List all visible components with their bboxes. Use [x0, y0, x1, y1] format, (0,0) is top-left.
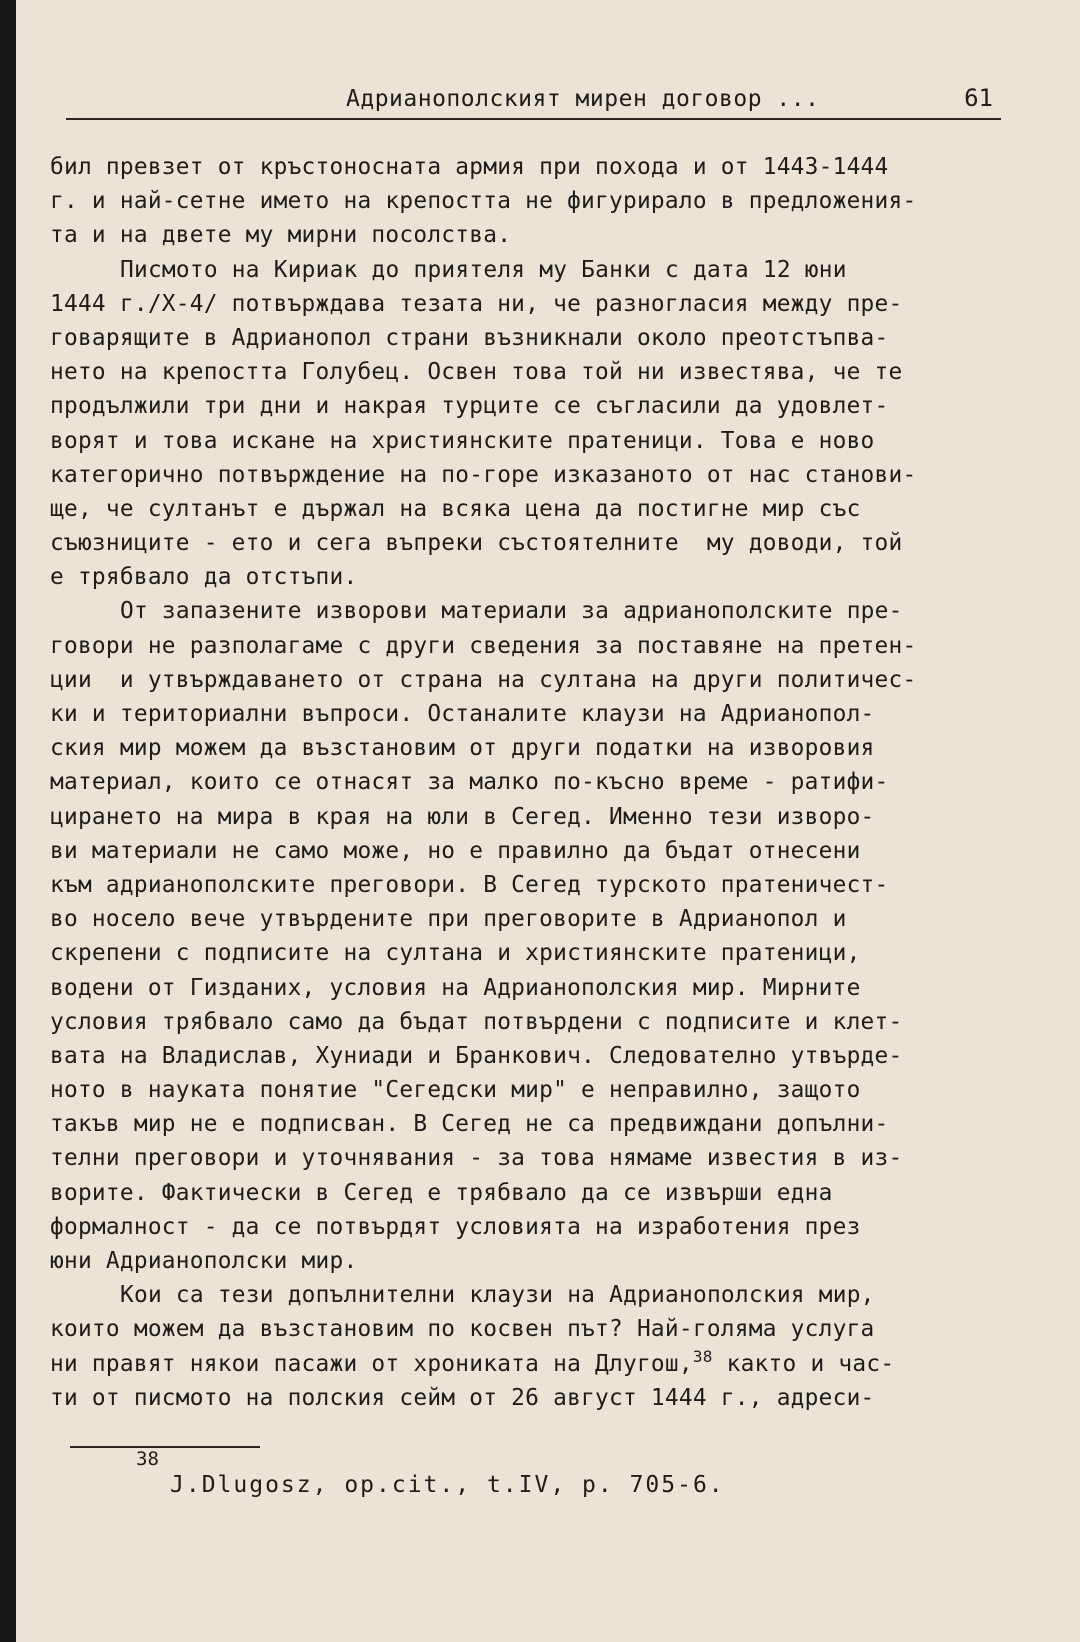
text-line-content: нето на крепостта Голубец. Освен това той ни известява, че те: [50, 359, 903, 386]
text-line: [50, 1107, 1020, 1141]
text-line-content: които можем да възстановим по косвен път? Най-голяма услуга: [50, 1316, 875, 1343]
text-line-content: съюзниците - ето и сега въпреки състоятелните му доводи, той: [50, 530, 903, 557]
text-line: [50, 560, 1020, 594]
text-line-content: е трябвало да отстъпи.: [50, 564, 358, 591]
text-line-content: цирането на мира в края на юли в Сегед. Именно тези изворо-: [50, 803, 875, 830]
text-line-content: вата на Владислав, Хуниади и Бранкович. Следователно утвърде-: [50, 1042, 903, 1069]
text-line-content: към адрианополските преговори. В Сегед турското пратеничест-: [50, 871, 889, 898]
text-line: [50, 594, 1020, 628]
text-line: [50, 458, 1020, 492]
text-line-content: ви материали не само може, но е правилно да бъдат отнесени: [50, 837, 861, 864]
text-line-content: г. и най-сетне името на крепостта не фигурирало в предложения-: [50, 188, 917, 215]
text-line: [50, 663, 1020, 697]
text-line-content: ции и утвърждаването от страна на султана на други политичес-: [50, 666, 917, 693]
text-line: [50, 697, 1020, 731]
text-line-content: условия трябвало само да бъдат потвърдени с подписите и клет-: [50, 1008, 903, 1035]
text-line: [50, 731, 1020, 765]
running-header: [66, 82, 1001, 120]
text-line-content: скрепени с подписите на султана и християнските пратеници,: [50, 940, 861, 967]
text-line: [50, 218, 1020, 252]
text-line-content: телни преговори и уточнявания - за това нямаме известия в из-: [50, 1145, 903, 1172]
text-line-content: ни правят някои пасажи от хрониката на Длугош,: [50, 1350, 693, 1377]
text-line: [50, 1381, 1020, 1415]
text-line: [50, 253, 1020, 287]
text-line-continuation: както и час-: [712, 1350, 895, 1377]
text-line: [50, 150, 1020, 184]
text-line-content: водени от Гизданих, условия на Адрианополския мир. Мирните: [50, 974, 861, 1001]
text-line: [50, 492, 1020, 526]
text-line: [50, 902, 1020, 936]
text-line-content: материал, които се отнасят за малко по-късно време - ратифи-: [50, 769, 889, 796]
text-line: [50, 389, 1020, 423]
text-line-content: ворят и това искане на християнските пратеници. Това е ново: [50, 427, 875, 454]
text-line: [50, 868, 1020, 902]
text-line: [50, 1005, 1020, 1039]
text-line: [50, 1278, 1020, 1312]
text-line-content: говарящите в Адрианопол страни възникнали около преотстъпва-: [50, 324, 889, 351]
text-line: [50, 971, 1020, 1005]
text-line-content: ти от писмото на полския сейм от 26 август 1444 г., адреси-: [50, 1384, 875, 1411]
text-line: [50, 184, 1020, 218]
text-line: [50, 629, 1020, 663]
text-line: [50, 355, 1020, 389]
text-line: [50, 1347, 1020, 1381]
running-header-title: Адрианополският мирен договор ...: [346, 86, 820, 112]
text-line-content: Писмото на Кириак до приятеля му Банки с дата 12 юни: [120, 256, 847, 283]
text-line-content: Кои са тези допълнителни клаузи на Адрианополския мир,: [120, 1282, 875, 1309]
text-line: [50, 765, 1020, 799]
text-line: [50, 1244, 1020, 1278]
scan-left-edge: [0, 0, 16, 1642]
text-line-content: ки и териториални въпроси. Останалите клаузи на Адрианопол-: [50, 701, 875, 727]
text-line-content: продължили три дни и накрая турците се съгласили да удовлет-: [50, 393, 889, 420]
text-line-content: От запазените изворови материали за адрианополските пре-: [120, 598, 903, 625]
text-line-content: категорично потвърждение на по-горе изказаното от нас станови-: [50, 461, 917, 488]
text-line-content: говори не разполагаме с други сведения за поставяне на претен-: [50, 632, 917, 659]
text-line-content: ното в науката понятие "Сегедски мир" е неправилно, защото: [50, 1077, 861, 1104]
document-page: [16, 0, 1080, 1642]
text-line-content: такъв мир не е подписван. В Сегед не са предвиждани допълни-: [50, 1111, 889, 1138]
text-line-content: ворите. Фактически в Сегед е трябвало да се извърши една: [50, 1179, 833, 1206]
text-line-content: во носело вече утвърдените при преговорите в Адрианопол и: [50, 906, 847, 933]
text-line-content: 1444 г./Х-4/ потвърждава тезата ни, че разногласия между пре-: [50, 290, 903, 317]
text-line-content: бил превзет от кръстоносната армия при похода и от 1443-1444: [50, 154, 889, 180]
text-line: [50, 800, 1020, 834]
text-line: [50, 936, 1020, 970]
text-line: [50, 1210, 1020, 1244]
text-line-content: ще, че султанът е държал на всяка цена да постигне мир със: [50, 495, 861, 522]
footnote-reference: 38: [692, 1346, 713, 1366]
text-line: [50, 1039, 1020, 1073]
text-line-content: формалност - да се потвърдят условията на изработения през: [50, 1213, 861, 1240]
text-line: [50, 1073, 1020, 1107]
text-line: [50, 1141, 1020, 1175]
text-line-content: та и на двете му мирни посолства.: [50, 222, 512, 249]
footnote-number: 38: [136, 1448, 159, 1470]
footnote-rule: [70, 1446, 260, 1448]
text-line: [50, 834, 1020, 868]
text-line: [50, 526, 1020, 560]
page-number: 61: [964, 84, 993, 112]
body-text: [50, 150, 1020, 1415]
text-line: [50, 321, 1020, 355]
text-line: [50, 424, 1020, 458]
text-line: [50, 287, 1020, 321]
text-line-content: ския мир можем да възстановим от други податки на изворовия: [50, 735, 875, 762]
text-line: [50, 1312, 1020, 1346]
footnote-text: J.Dlugosz, op.cit., t.IV, p. 705-6.: [170, 1472, 725, 1498]
text-line-content: юни Адрианополски мир.: [50, 1248, 358, 1274]
text-line: [50, 1176, 1020, 1210]
